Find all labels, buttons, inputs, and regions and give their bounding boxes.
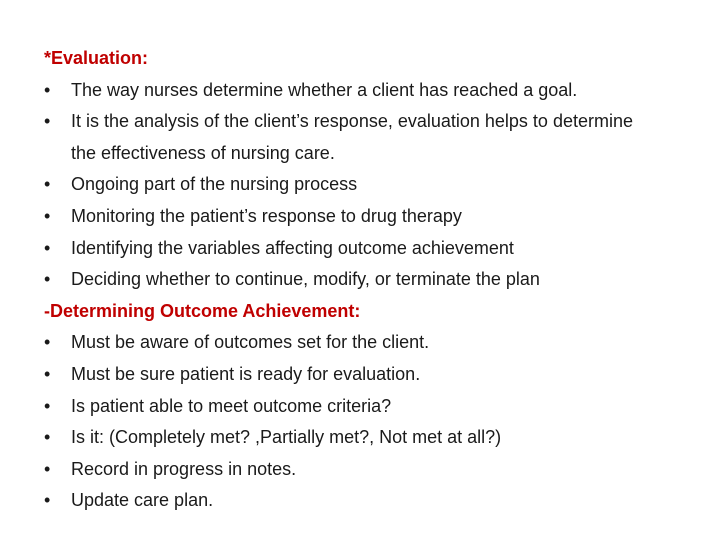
evaluation-bullet [44, 106, 704, 169]
evaluation-bullet-list [44, 75, 704, 296]
bullet-dot: • [44, 205, 51, 226]
bullet-dot: • [44, 395, 51, 416]
bullet-dot: • [44, 174, 51, 195]
bullet-text: Is it: (Completely met? ,Partially met?, Not met at all?) [71, 427, 502, 448]
bullet-text: Identifying the variables affecting outcome achievement [71, 237, 514, 258]
bullet-dot: • [44, 332, 51, 353]
bullet-text: Is patient able to meet outcome criteria? [71, 395, 392, 416]
bullet-text: Record in progress in notes. [71, 458, 297, 479]
slide-content [44, 43, 704, 517]
outcome-bullet-list [44, 327, 704, 517]
bullet-text: Update care plan. [71, 490, 214, 511]
evaluation-bullet [44, 264, 704, 296]
bullet-text: The way nurses determine whether a client has reached a goal. [71, 79, 578, 100]
evaluation-heading: *Evaluation: [44, 48, 149, 68]
outcome-achievement-heading: -Determining Outcome Achievement: [44, 300, 361, 321]
bullet-text: Ongoing part of the nursing process [71, 174, 358, 195]
evaluation-bullet [44, 201, 704, 233]
bullet-dot: • [44, 490, 51, 511]
bullet-dot: • [44, 237, 51, 258]
outcome-bullet [44, 485, 704, 517]
bullet-text: Must be sure patient is ready for evaluation. [71, 363, 421, 384]
outcome-bullet [44, 359, 704, 391]
outcome-bullet [44, 391, 704, 423]
bullet-text: Must be aware of outcomes set for the client. [71, 332, 430, 353]
bullet-dot: • [44, 269, 51, 290]
bullet-dot: • [44, 427, 51, 448]
evaluation-bullet [44, 75, 704, 107]
bullet-text: Monitoring the patient’s response to drug therapy [71, 205, 462, 226]
bullet-text: It is the analysis of the client’s response, evaluation helps to determine the effectiveness of nursing care. [71, 111, 633, 163]
outcome-bullet [44, 327, 704, 359]
outcome-bullet [44, 422, 704, 454]
evaluation-bullet [44, 169, 704, 201]
bullet-text: Deciding whether to continue, modify, or terminate the plan [71, 269, 540, 290]
bullet-dot: • [44, 363, 51, 384]
evaluation-bullet [44, 233, 704, 265]
bullet-dot: • [44, 111, 51, 132]
bullet-dot: • [44, 458, 51, 479]
outcome-bullet [44, 454, 704, 486]
bullet-dot: • [44, 79, 51, 100]
